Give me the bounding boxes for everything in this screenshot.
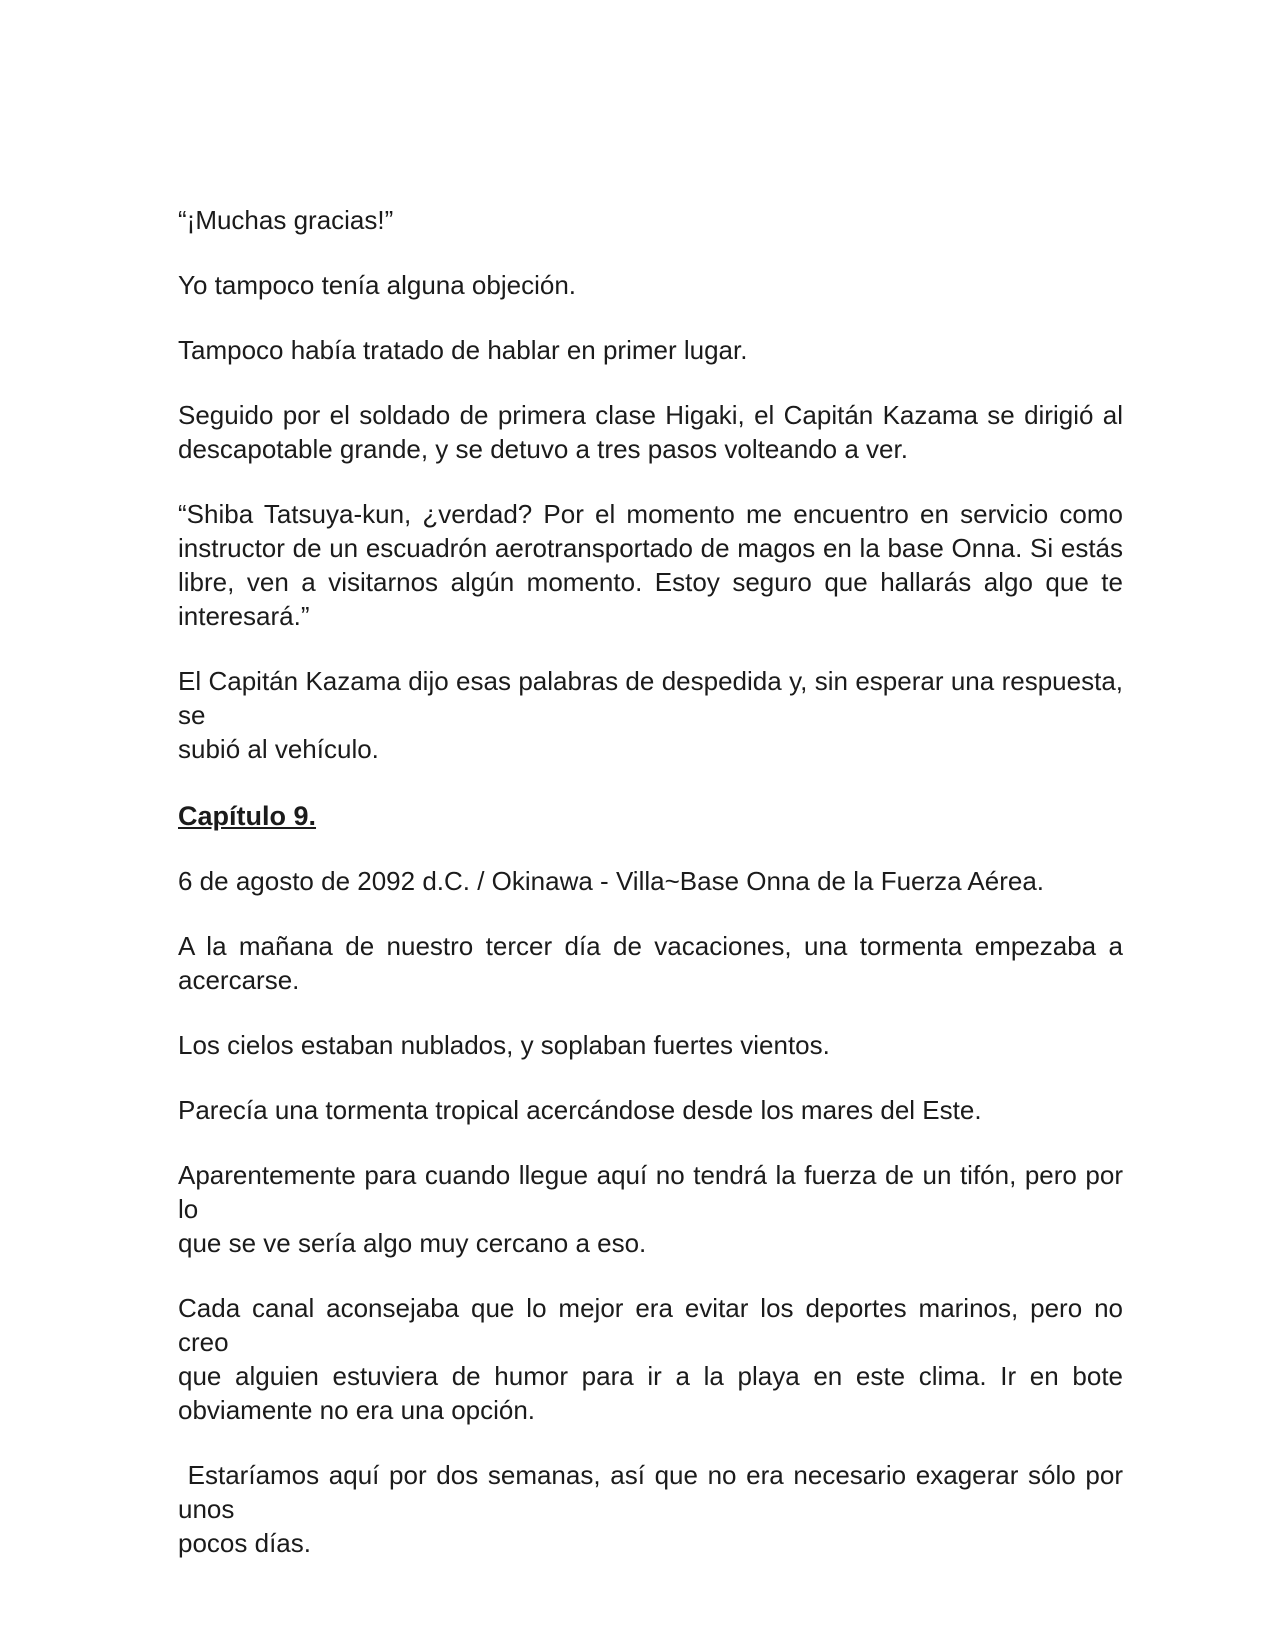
text-line: Los cielos estaban nublados, y soplaban fuertes vientos. [178, 1030, 830, 1060]
paragraph [178, 203, 1123, 237]
text-line: descapotable grande, y se detuvo a tres pasos volteando a ver. [178, 434, 908, 464]
paragraph [178, 1291, 1131, 1427]
text-line: 6 de agosto de 2092 d.C. / Okinawa - Villa~Base Onna de la Fuerza Aérea. [178, 866, 1045, 896]
text-line: Capítulo 9. [178, 801, 317, 831]
text-line: Parecía una tormenta tropical acercándose desde los mares del Este. [178, 1095, 982, 1125]
text-line: obviamente no era una opción. [178, 1395, 536, 1425]
text-line: “Shiba Tatsuya-kun, ¿verdad? Por el momento me encuentro en servicio como [178, 499, 1123, 529]
text-line: acercarse. [178, 965, 300, 995]
paragraph [178, 268, 1123, 302]
paragraph [178, 398, 1123, 466]
text-line: Aparentemente para cuando llegue aquí no tendrá la fuerza de un tifón, pero por lo [178, 1160, 1131, 1224]
text-line: pocos días. [178, 1528, 311, 1558]
text-line: instructor de un escuadrón aerotransportado de magos en la base Onna. Si estás [178, 533, 1123, 563]
text-line: Estaríamos aquí por dos semanas, así que no era necesario exagerar sólo por unos [178, 1460, 1131, 1524]
text-line: que alguien estuviera de humor para ir a la playa en este clima. Ir en bote [178, 1361, 1123, 1391]
text-line: Tampoco había tratado de hablar en primer lugar. [178, 335, 748, 365]
text-line: interesará.” [178, 601, 310, 631]
text-line: Cada canal aconsejaba que lo mejor era evitar los deportes marinos, pero no creo [178, 1293, 1131, 1357]
paragraph [178, 1093, 1123, 1127]
paragraph [178, 333, 1123, 367]
text-line: “¡Muchas gracias!” [178, 205, 394, 235]
paragraph [178, 664, 1131, 766]
text-line: que se ve sería algo muy cercano a eso. [178, 1228, 647, 1258]
text-line: Seguido por el soldado de primera clase Higaki, el Capitán Kazama se dirigió al [178, 400, 1123, 430]
text-line: El Capitán Kazama dijo esas palabras de despedida y, sin esperar una respuesta, se [178, 666, 1131, 730]
chapter-heading [178, 799, 1123, 833]
text-line: libre, ven a visitarnos algún momento. Estoy seguro que hallarás algo que te [178, 567, 1123, 597]
paragraph [178, 1458, 1131, 1560]
paragraph [178, 497, 1123, 633]
paragraph [178, 1158, 1131, 1260]
paragraph [178, 864, 1123, 898]
paragraph [178, 1028, 1123, 1062]
paragraph [178, 929, 1123, 997]
text-line: A la mañana de nuestro tercer día de vacaciones, una tormenta empezaba a [178, 931, 1123, 961]
text-line: subió al vehículo. [178, 734, 379, 764]
text-line: Yo tampoco tenía alguna objeción. [178, 270, 577, 300]
